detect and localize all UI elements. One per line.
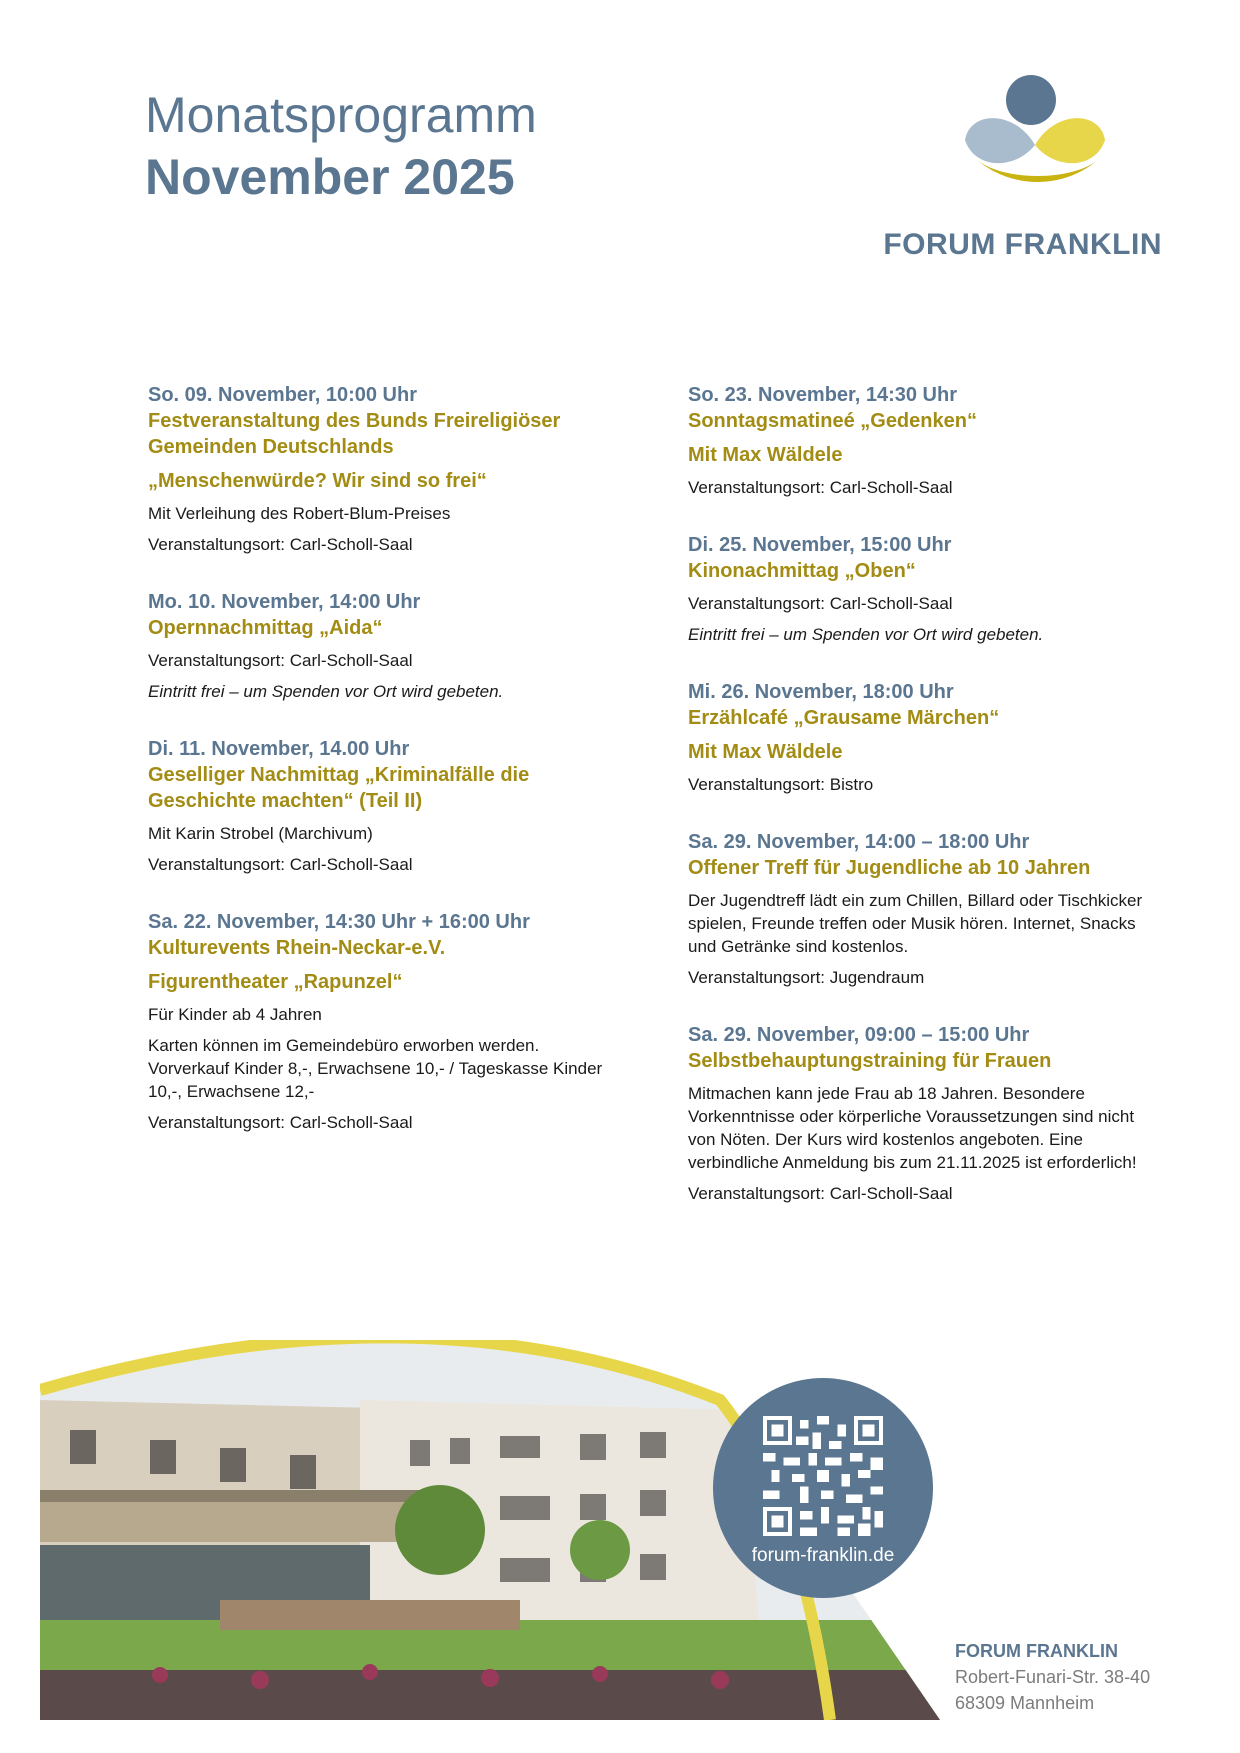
logo-text: FORUM FRANKLIN bbox=[883, 228, 1162, 261]
event-date: Di. 11. November, 14.00 Uhr bbox=[148, 738, 410, 760]
page-header bbox=[145, 84, 537, 208]
event-venue: Veranstaltungsort: Carl-Scholl-Saal bbox=[688, 1184, 953, 1203]
logo-icon bbox=[955, 70, 1115, 200]
event-title: Kinonachmittag „Oben“ bbox=[688, 560, 916, 582]
qr-code-badge[interactable] bbox=[713, 1378, 933, 1598]
event-item bbox=[148, 737, 618, 876]
event-note: Eintritt frei – um Spenden vor Ort wird gebeten. bbox=[688, 625, 1044, 644]
event-item bbox=[688, 1023, 1158, 1205]
event-item bbox=[148, 383, 618, 556]
event-text: Mit Karin Strobel (Marchivum) bbox=[148, 824, 373, 843]
event-venue: Veranstaltungsort: Jugendraum bbox=[688, 968, 925, 987]
event-text: Mitmachen kann jede Frau ab 18 Jahren. Besondere Vorkenntnisse oder körperliche Voraussetzungen sind nicht von Nöten. Der Kurs wird kostenlos angeboten. Eine verbindliche Anmeldung bis zum 21.11.2025 ist erforderlich! bbox=[688, 1084, 1137, 1172]
event-subtitle: Mit Max Wäldele bbox=[688, 444, 843, 466]
event-venue: Veranstaltungsort: Carl-Scholl-Saal bbox=[148, 855, 413, 874]
event-text: Der Jugendtreff lädt ein zum Chillen, Billard oder Tischkicker spielen, Freunde treffen oder Musik hören. Internet, Snacks und Getränke sind kostenlos. bbox=[688, 891, 1143, 956]
qr-code[interactable] bbox=[763, 1416, 883, 1536]
event-title: Festveranstaltung des Bunds Freireligiöser Gemeinden Deutschlands bbox=[148, 410, 561, 458]
events-left-column bbox=[148, 383, 618, 1168]
event-date: Sa. 29. November, 14:00 – 18:00 Uhr bbox=[688, 831, 1030, 853]
event-date: So. 23. November, 14:30 Uhr bbox=[688, 384, 958, 406]
event-title: Opernnachmittag „Aida“ bbox=[148, 617, 383, 639]
event-text: Karten können im Gemeindebüro erworben werden. Vorverkauf Kinder 8,-, Erwachsene 10,- / Tageskasse Kinder 10,-, Erwachsene 12,- bbox=[148, 1036, 603, 1101]
event-venue: Veranstaltungsort: Carl-Scholl-Saal bbox=[688, 594, 953, 613]
event-subtitle: „Menschenwürde? Wir sind so frei“ bbox=[148, 470, 487, 492]
events-right-column bbox=[688, 383, 1158, 1239]
event-title: Erzählcafé „Grausame Märchen“ bbox=[688, 707, 1000, 729]
forum-franklin-logo bbox=[883, 70, 1170, 270]
event-text: Mit Verleihung des Robert-Blum-Preises bbox=[148, 504, 451, 523]
event-title: Sonntagsmatineé „Gedenken“ bbox=[688, 410, 977, 432]
header-title: Monatsprogramm bbox=[145, 87, 537, 143]
event-title: Geselliger Nachmittag „Kriminalfälle die Geschichte machten“ (Teil II) bbox=[148, 764, 530, 812]
event-subtitle: Figurentheater „Rapunzel“ bbox=[148, 971, 403, 993]
event-note: Eintritt frei – um Spenden vor Ort wird gebeten. bbox=[148, 682, 504, 701]
event-item bbox=[148, 590, 618, 703]
event-venue: Veranstaltungsort: Carl-Scholl-Saal bbox=[688, 478, 953, 497]
address-city: 68309 Mannheim bbox=[955, 1693, 1095, 1713]
event-date: Mi. 26. November, 18:00 Uhr bbox=[688, 681, 954, 703]
event-venue: Veranstaltungsort: Carl-Scholl-Saal bbox=[148, 1113, 413, 1132]
event-date: Sa. 22. November, 14:30 Uhr + 16:00 Uhr bbox=[148, 911, 530, 933]
event-title: Selbstbehauptungstraining für Frauen bbox=[688, 1050, 1052, 1072]
event-venue: Veranstaltungsort: Carl-Scholl-Saal bbox=[148, 651, 413, 670]
event-text: Für Kinder ab 4 Jahren bbox=[148, 1005, 322, 1024]
event-venue: Veranstaltungsort: Bistro bbox=[688, 775, 874, 794]
event-item bbox=[148, 910, 618, 1134]
event-title: Offener Treff für Jugendliche ab 10 Jahren bbox=[688, 857, 1091, 879]
address-name: FORUM FRANKLIN bbox=[955, 1641, 1118, 1661]
event-item bbox=[688, 533, 1158, 646]
event-venue: Veranstaltungsort: Carl-Scholl-Saal bbox=[148, 535, 413, 554]
website-url[interactable]: forum-franklin.de bbox=[751, 1545, 895, 1566]
event-date: So. 09. November, 10:00 Uhr bbox=[148, 384, 418, 406]
address-block bbox=[955, 1638, 1150, 1716]
header-month: November 2025 bbox=[145, 149, 515, 205]
event-date: Sa. 29. November, 09:00 – 15:00 Uhr bbox=[688, 1024, 1030, 1046]
event-item bbox=[688, 830, 1158, 989]
event-date: Di. 25. November, 15:00 Uhr bbox=[688, 534, 952, 556]
address-street: Robert-Funari-Str. 38-40 bbox=[955, 1667, 1151, 1687]
event-item bbox=[688, 680, 1158, 796]
event-date: Mo. 10. November, 14:00 Uhr bbox=[148, 591, 421, 613]
event-item bbox=[688, 383, 1158, 499]
event-title: Kulturevents Rhein-Neckar-e.V. bbox=[148, 937, 446, 959]
event-subtitle: Mit Max Wäldele bbox=[688, 741, 843, 763]
